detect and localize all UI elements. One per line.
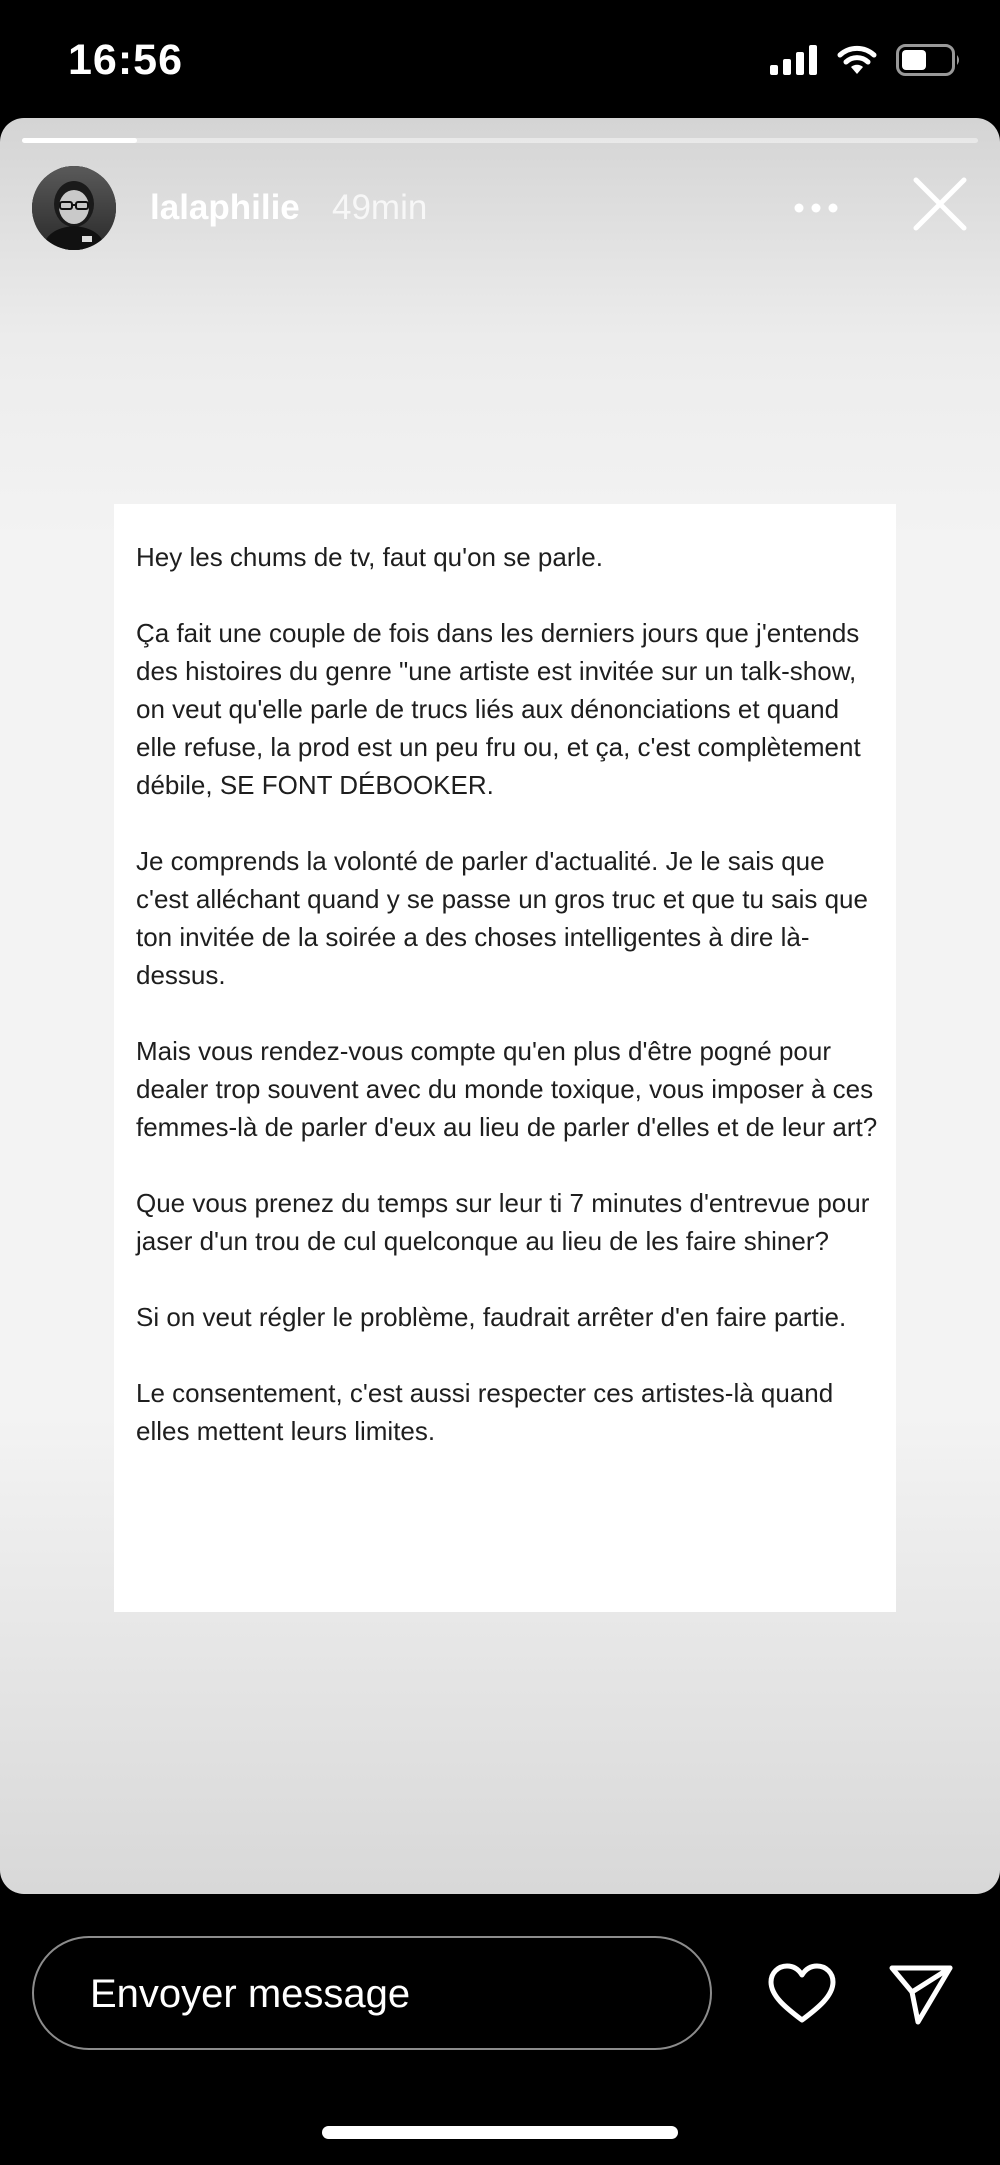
- more-dots-icon: [794, 203, 838, 213]
- story-text-body: [136, 538, 881, 1488]
- status-time: 16:56: [68, 36, 183, 84]
- story-text-panel: [114, 504, 896, 1612]
- story-paragraph: Hey les chums de tv, faut qu'on se parle.: [136, 542, 603, 572]
- like-button[interactable]: [766, 1962, 838, 2026]
- message-input[interactable]: [32, 1936, 712, 2050]
- cellular-signal-icon: [770, 45, 818, 80]
- status-icons: [770, 44, 962, 80]
- story-paragraph: Ça fait une couple de fois dans les derniers jours que j'entends des histoires du genre "une artiste est invitée sur un talk-show, on veut qu'elle parle de trucs liés aux dénonciations et quand elle refuse, la prod est un peu fru ou, et ça, c'est complètement débile, SE FONT DÉBOOKER.: [136, 618, 861, 800]
- story-paragraph: Mais vous rendez-vous compte qu'en plus d'être pogné pour dealer trop souvent avec du monde toxique, vous imposer à ces femmes-là de parler d'eux au lieu de parler d'elles et de leur art?: [136, 1036, 878, 1142]
- wifi-icon: [836, 44, 878, 81]
- close-icon: [910, 174, 970, 234]
- home-indicator[interactable]: [322, 2126, 678, 2139]
- story-viewer[interactable]: [0, 118, 1000, 1894]
- avatar[interactable]: [32, 166, 116, 250]
- story-paragraph: Le consentement, c'est aussi respecter ces artistes-là quand elles mettent leurs limites.: [136, 1378, 834, 1446]
- heart-icon: [766, 1962, 838, 2026]
- story-paragraph: Si on veut régler le problème, faudrait arrêter d'en faire partie.: [136, 1302, 847, 1332]
- more-options-button[interactable]: [786, 186, 846, 230]
- reply-bar: [0, 1894, 1000, 2114]
- story-header: [32, 166, 968, 252]
- story-progress-fill: [22, 138, 137, 143]
- story-timestamp: 49min: [332, 188, 428, 227]
- message-placeholder: Envoyer message: [90, 1972, 411, 2016]
- story-paragraph: Je comprends la volonté de parler d'actualité. Je le sais que c'est alléchant quand y se passe un gros truc et que tu sais que ton invitée de la soirée a des choses intelligentes à dire là-dessus.: [136, 846, 868, 990]
- send-button[interactable]: [888, 1960, 954, 2026]
- battery-icon: [896, 44, 962, 81]
- username[interactable]: lalaphilie: [150, 188, 300, 227]
- story-paragraph: Que vous prenez du temps sur leur ti 7 minutes d'entrevue pour jaser d'un trou de cul quelconque au lieu de les faire shiner?: [136, 1188, 870, 1256]
- send-icon: [888, 1960, 954, 2026]
- status-bar: [0, 0, 1000, 118]
- close-button[interactable]: [910, 174, 970, 234]
- story-progress-bar: [22, 138, 978, 143]
